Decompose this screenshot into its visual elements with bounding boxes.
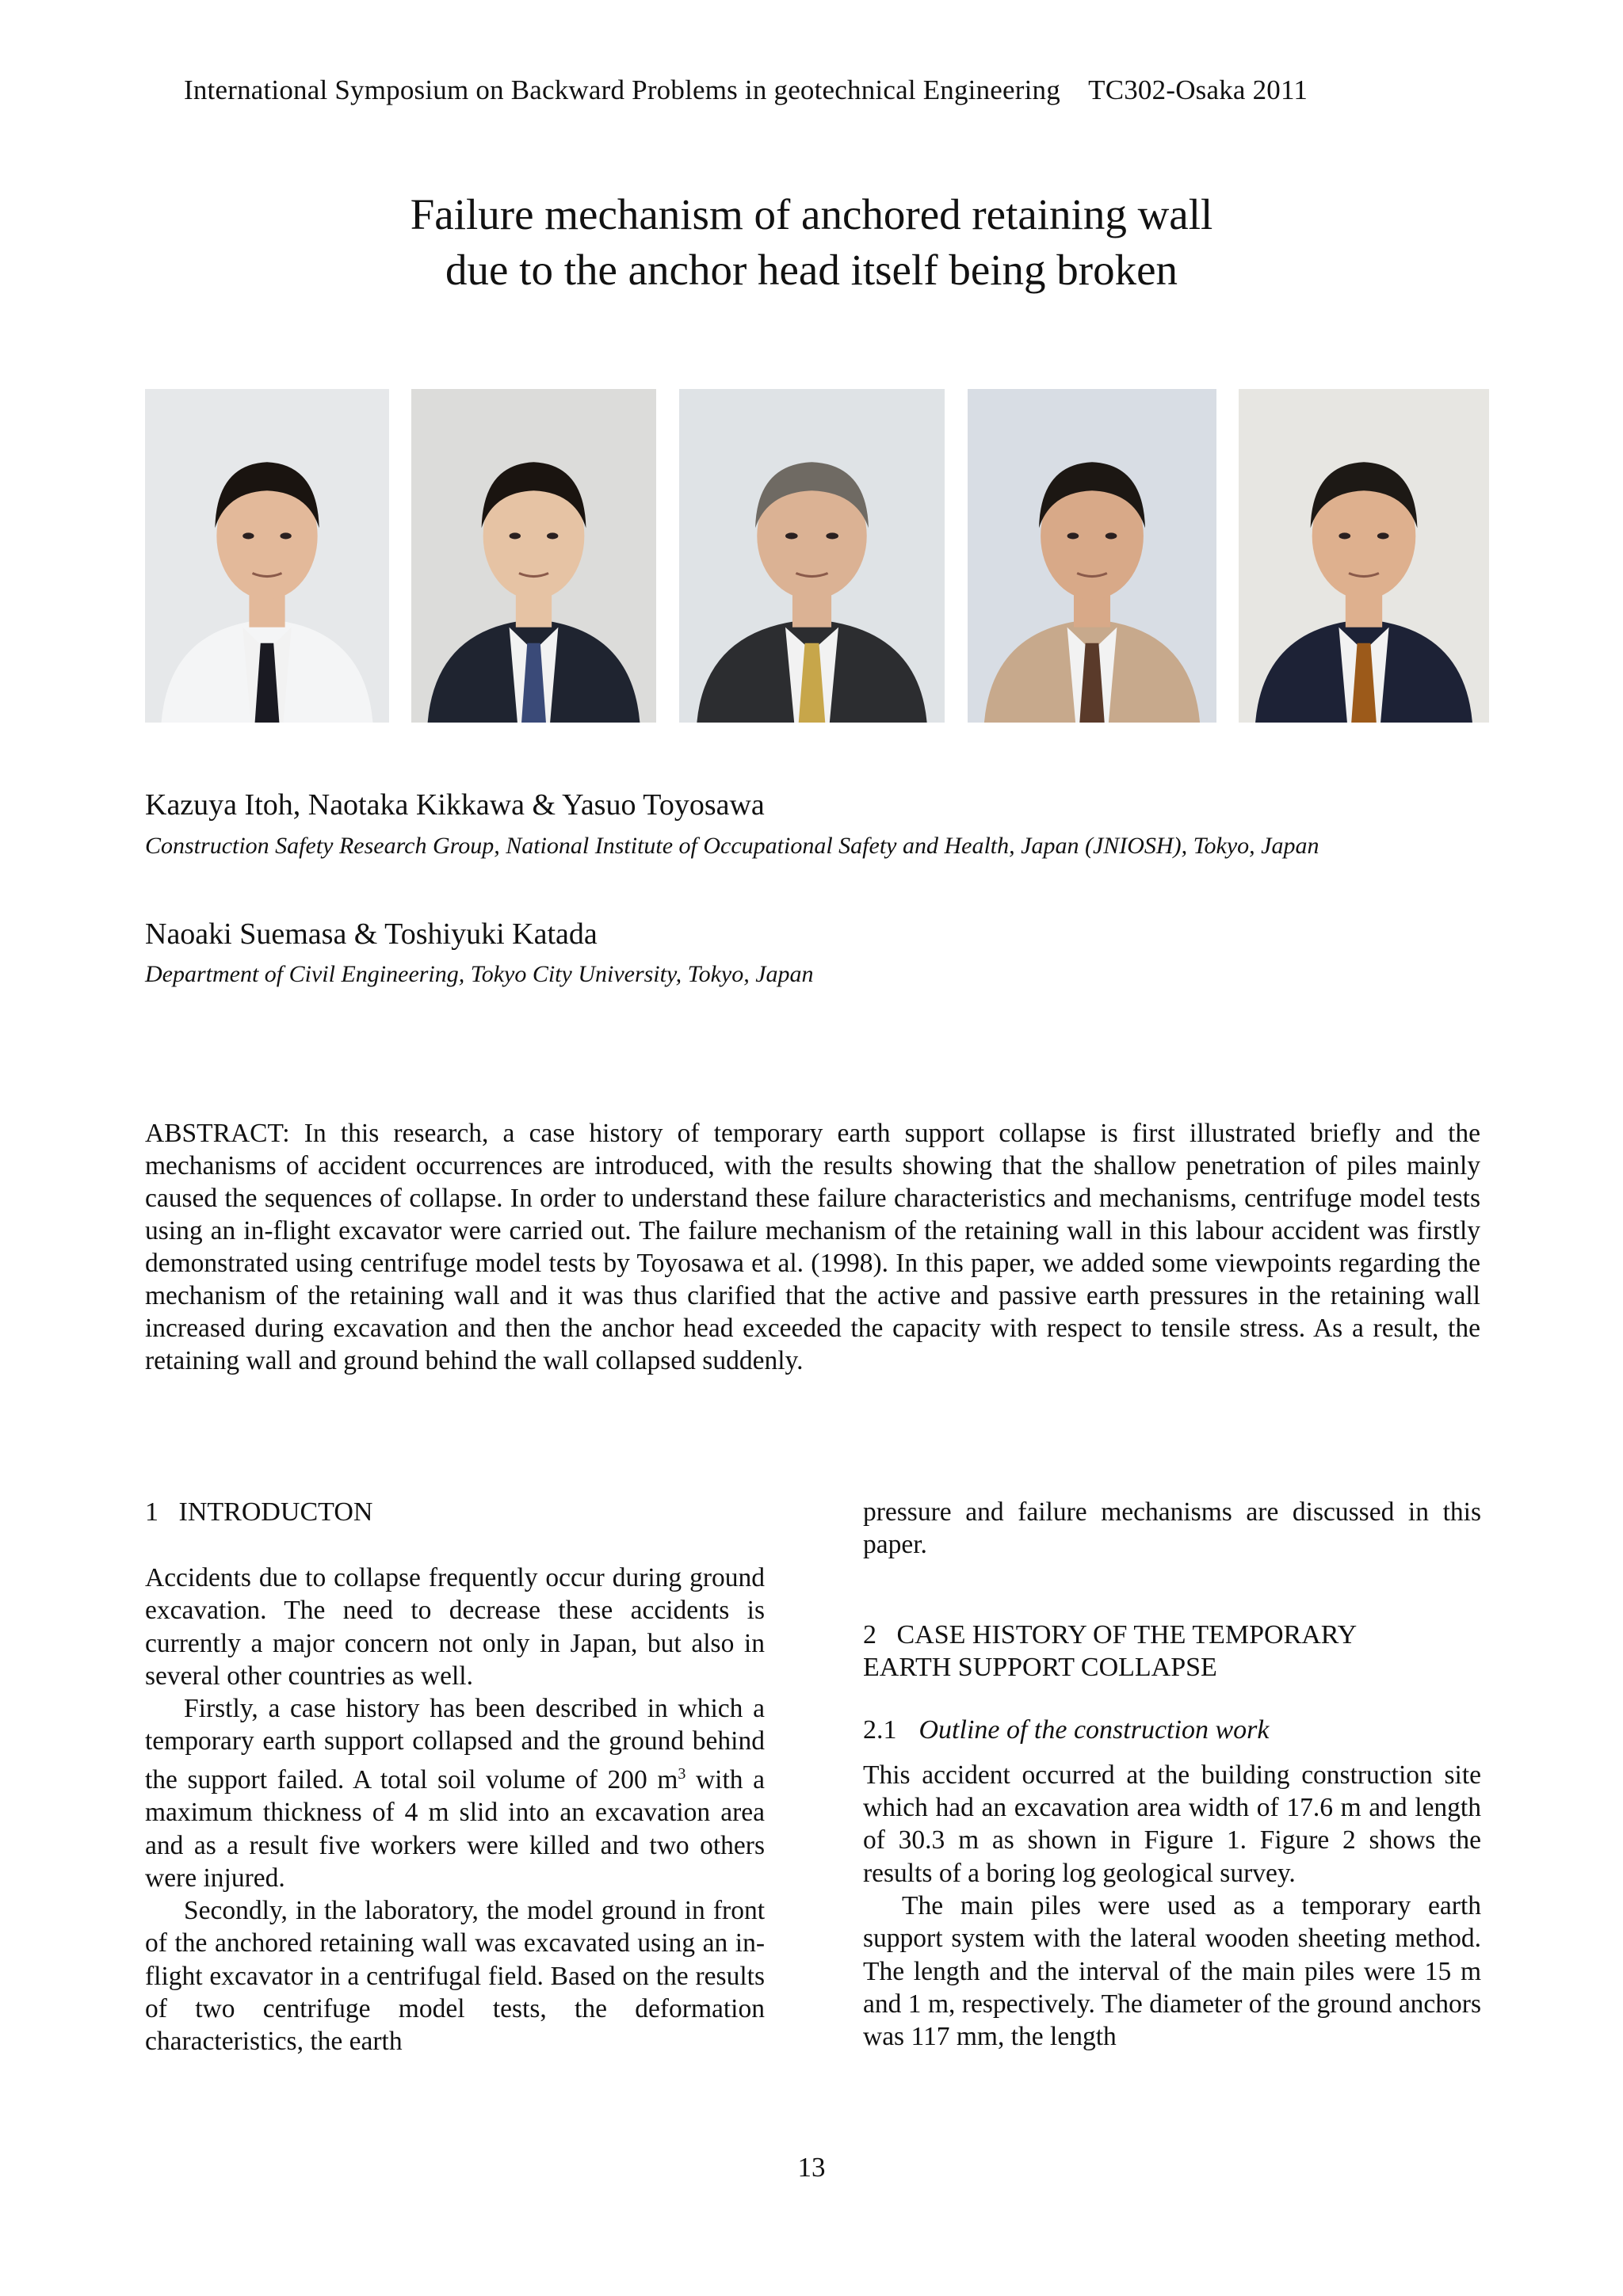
- case-paragraph-2: The main piles were used as a temporary earth support system with the lateral wooden sheeting method. The length and the interval of the main piles were 15 m and 1 m, respectively. The diameter of the ground anchors was 117 mm, the length: [863, 1891, 1481, 2052]
- page-number: 13: [797, 2152, 826, 2183]
- portrait-image: [679, 389, 945, 723]
- author-affiliation-2: Department of Civil Engineering, Tokyo City University, Tokyo, Japan: [145, 961, 814, 987]
- title-line-2: due to the anchor head itself being broken: [445, 246, 1178, 294]
- author-photo-2: [411, 389, 656, 723]
- author-photo-4: [968, 389, 1216, 723]
- author-photo-3: [679, 389, 945, 723]
- portrait-image: [145, 389, 389, 723]
- author-names-2: Naoaki Suemasa & Toshiyuki Katada: [145, 917, 598, 951]
- subsection-title: Outline of the construction work: [918, 1714, 1270, 1745]
- author-photos: [145, 389, 1489, 723]
- portrait-image: [968, 389, 1216, 723]
- portrait-image: [411, 389, 656, 723]
- paper-title: [0, 187, 1623, 298]
- right-column: [863, 1496, 1481, 2054]
- author-photo-5: [1239, 389, 1489, 723]
- case-paragraph-1: This accident occurred at the building construction site which had an excavation area width of 17.6 m and length of 30.3 m as shown in Figure 1. Figure 2 shows the results of a boring log geological survey.: [863, 1760, 1481, 1888]
- section-heading-case-history-line-2: EARTH SUPPORT COLLAPSE: [863, 1652, 1217, 1682]
- intro-paragraph-1: Accidents due to collapse frequently occur during ground excavation. The need to decrease these accidents is currently a major concern not only in Japan, but also in several other countries as well.: [145, 1563, 765, 1691]
- section-heading-case-history-line-1: 2 CASE HISTORY OF THE TEMPORARY: [863, 1619, 1358, 1650]
- author-photo-1: [145, 389, 389, 723]
- right-paragraph-0: pressure and failure mechanisms are discussed in this paper.: [863, 1497, 1481, 1560]
- intro-paragraph-2: [145, 1692, 765, 1894]
- author-affiliation-1: Construction Safety Research Group, National Institute of Occupational Safety and Health, Japan (JNIOSH), Tokyo, Japan: [145, 833, 1319, 859]
- intro-paragraph-2-text-b: with a maximum thickness of 4 m slid into an excavation area and as a result five workers were killed and two others were injured.: [145, 1764, 765, 1893]
- intro-paragraph-3: Secondly, in the laboratory, the model ground in front of the anchored retaining wall was excavated using an in-flight excavator in a centrifugal field. Based on the results of two centrifuge model tests, the deformation characteristics, the earth: [145, 1896, 765, 2057]
- subsection-number: 2.1: [863, 1714, 897, 1745]
- section-heading-introduction: 1 INTRODUCTON: [145, 1497, 373, 1527]
- intro-paragraph-2-text-a: Firstly, a case history has been described in which a temporary earth support collapsed and the ground behind the support failed. A total soil volume of 200 m: [145, 1694, 765, 1794]
- abstract: ABSTRACT: In this research, a case history of temporary earth support collapse is first illustrated briefly and the mechanisms of accident occurrences are introduced, with the results showing that the shallow penetration of piles mainly caused the sequences of collapse. In order to understand these failure characteristics and mechanisms, centrifuge model tests using an in-flight excavator were carried out. The failure mechanism of the retaining wall in this labour accident was firstly demonstrated using centrifuge model tests by Toyosawa et al. (1998). In this paper, we added some viewpoints regarding the mechanism of the retaining wall and it was thus clarified that the active and passive earth pressures in the retaining wall increased during excavation and then the anchor head exceeded the capacity with respect to tensile stress. As a result, the retaining wall and ground behind the wall collapsed suddenly.: [145, 1119, 1480, 1375]
- left-column: [145, 1496, 765, 2058]
- subsection-heading: [863, 1714, 1481, 1746]
- superscript-3: 3: [678, 1764, 686, 1783]
- portrait-image: [1239, 389, 1489, 723]
- title-line-1: Failure mechanism of anchored retaining wall: [410, 190, 1213, 238]
- running-header: International Symposium on Backward Problems in geotechnical Engineering TC302-Osaka 2011: [184, 74, 1308, 105]
- author-names-1: Kazuya Itoh, Naotaka Kikkawa & Yasuo Toyosawa: [145, 788, 765, 822]
